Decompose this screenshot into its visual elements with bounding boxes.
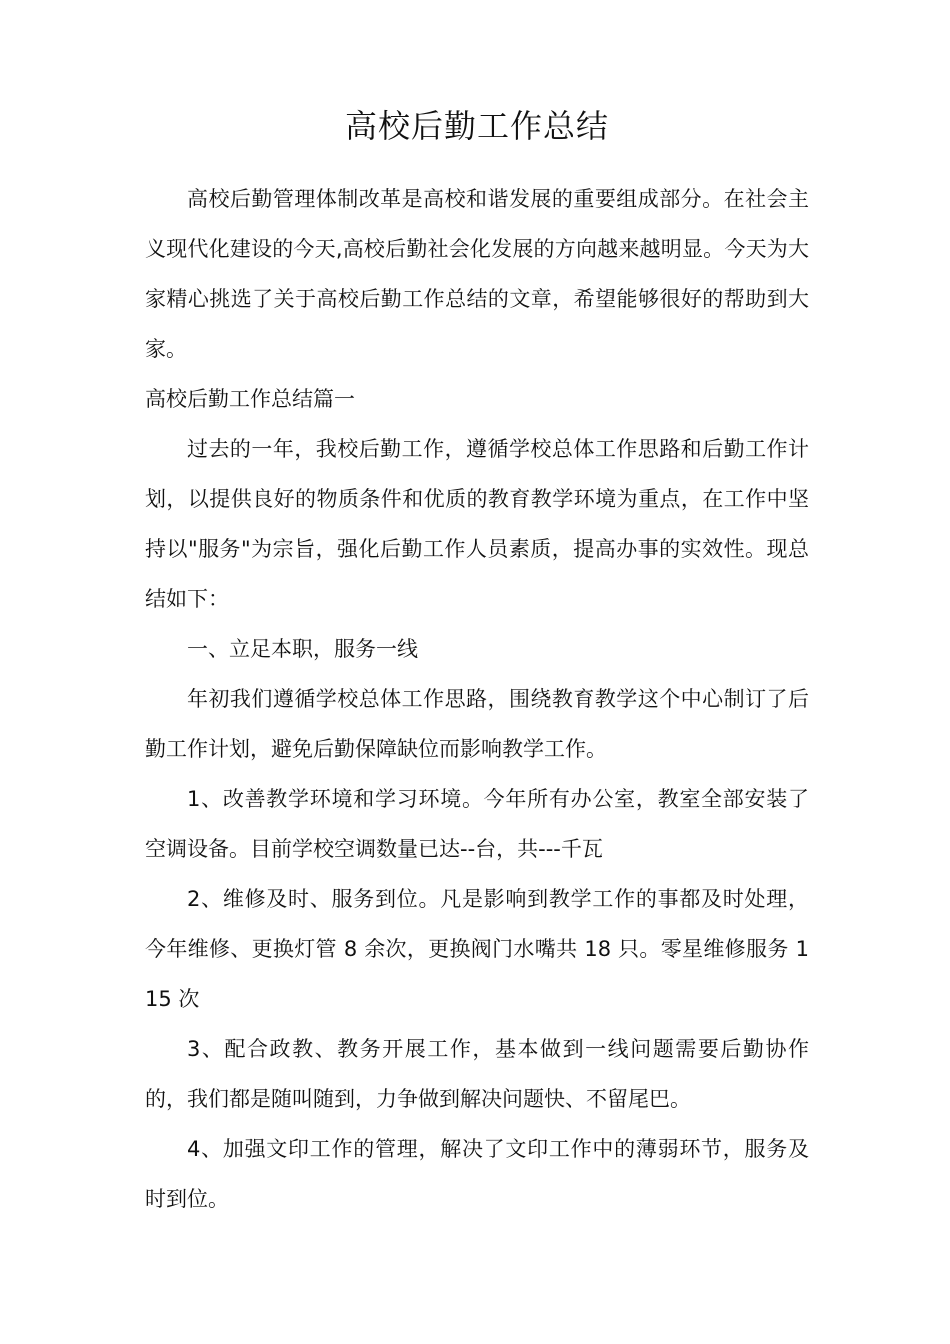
item-1-paragraph: 1、改善教学环境和学习环境。今年所有办公室，教室全部安装了空调设备。目前学校空调数量已达--台，共---千瓦 [145, 787, 809, 861]
document-title: 高校后勤工作总结 [344, 107, 609, 145]
item-3-paragraph: 3、配合政教、教务开展工作，基本做到一线问题需要后勤协作的，我们都是随叫随到，力争做到解决问题快、不留尾巴。 [145, 1037, 809, 1111]
intro-paragraph: 高校后勤管理体制改革是高校和谐发展的重要组成部分。在社会主义现代化建设的今天,高校后勤社会化发展的方向越来越明显。今天为大家精心挑选了关于高校后勤工作总结的文章，希望能够很好的帮助到大家。 [145, 187, 809, 361]
section-heading-part-one: 高校后勤工作总结篇一 [145, 387, 355, 411]
plan-paragraph: 年初我们遵循学校总体工作思路，围绕教育教学这个中心制订了后勤工作计划，避免后勤保障缺位而影响教学工作。 [145, 687, 809, 761]
item-4-paragraph: 4、加强文印工作的管理，解决了文印工作中的薄弱环节，服务及时到位。 [145, 1137, 809, 1211]
item-2-paragraph: 2、维修及时、服务到位。凡是影响到教学工作的事都及时处理，今年维修、更换灯管 8 余次，更换阀门水嘴共 18 只。零星维修服务 115 次 [145, 887, 809, 1011]
summary-paragraph: 过去的一年，我校后勤工作，遵循学校总体工作思路和后勤工作计划，以提供良好的物质条件和优质的教育教学环境为重点，在工作中坚持以"服务"为宗旨，强化后勤工作人员素质，提高办事的实效性。现总结如下： [145, 437, 809, 611]
subheading-section-one: 一、立足本职，服务一线 [187, 637, 418, 661]
document-body [145, 98, 809, 1224]
